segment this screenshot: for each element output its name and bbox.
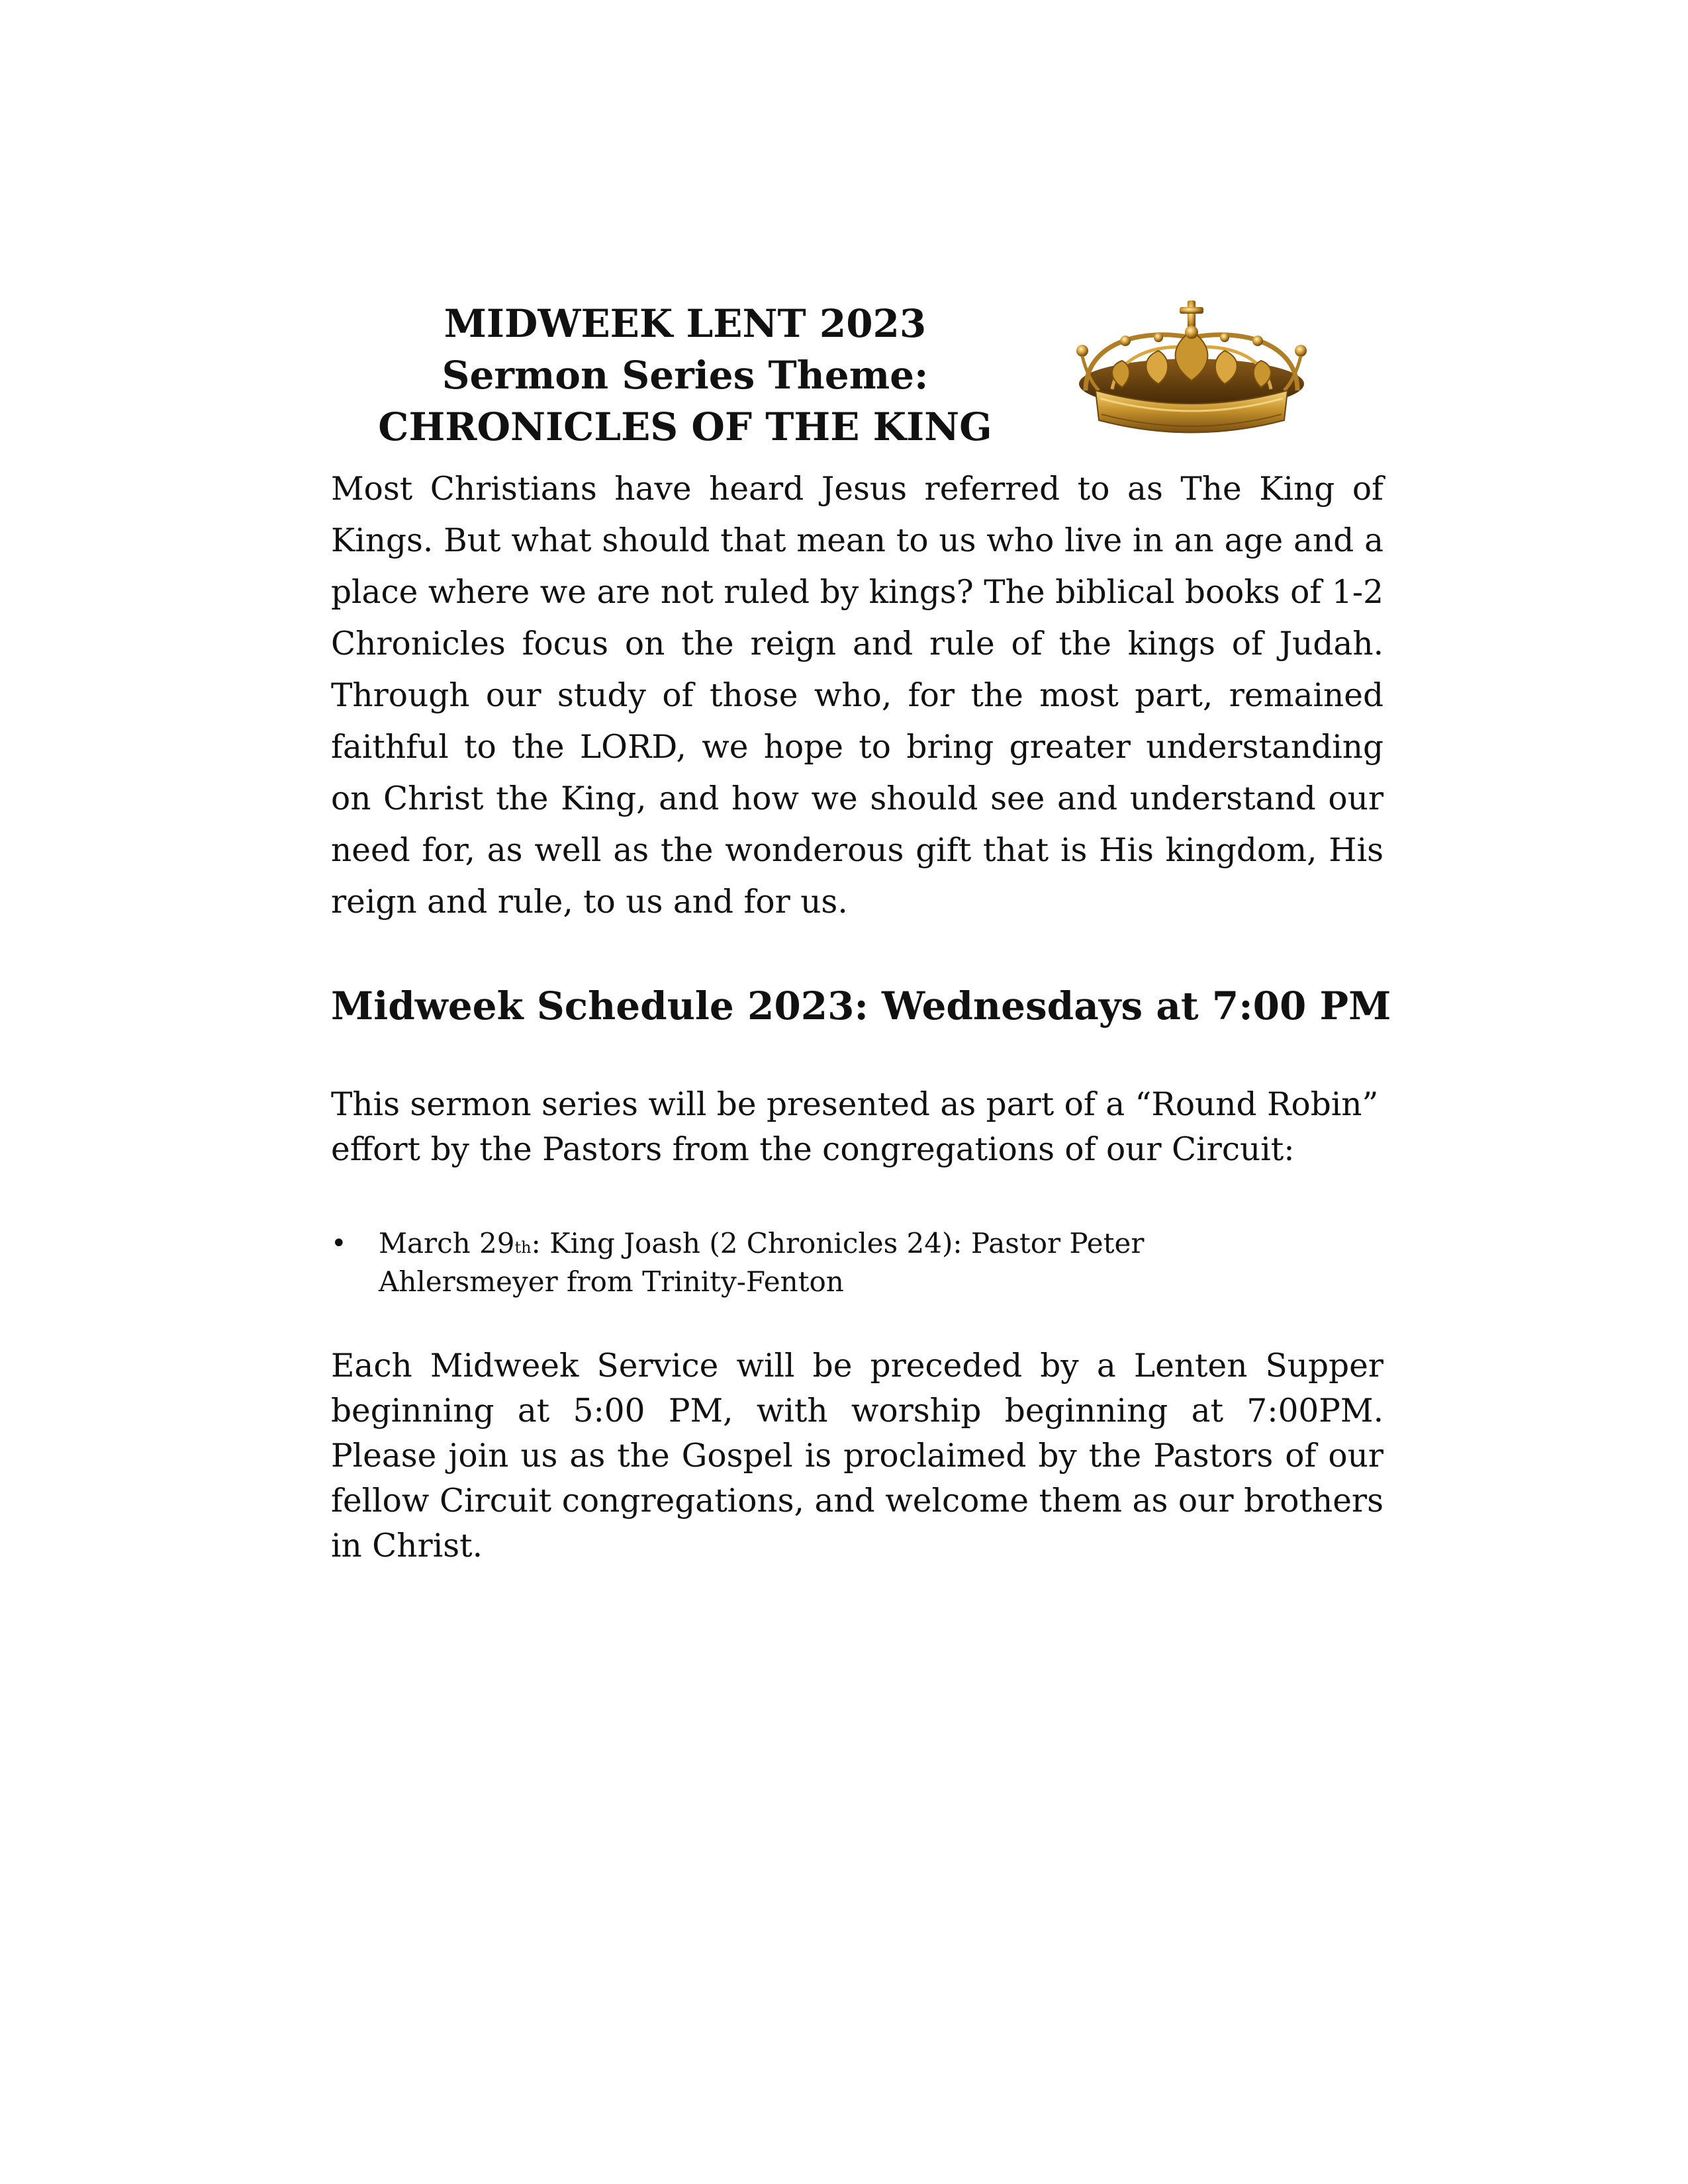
crown-icon bbox=[1059, 291, 1324, 440]
title-line-1: MIDWEEK LENT 2023 bbox=[444, 301, 927, 346]
schedule-heading: Midweek Schedule 2023: Wednesdays at 7:00 PM bbox=[331, 983, 1391, 1028]
title-line-2: Sermon Series Theme: bbox=[442, 353, 929, 398]
series-note: This sermon series will be presented as part of a “Round Robin” effort by the Pastors from the congregations of our Circuit: bbox=[331, 1086, 1379, 1168]
schedule-detail: : King Joash (2 Chronicles 24): Pastor Peter Ahlersmeyer from Trinity-Fenton bbox=[379, 1227, 1145, 1298]
schedule-list bbox=[331, 1224, 1383, 1301]
date-suffix: th bbox=[514, 1238, 532, 1257]
title-block bbox=[331, 298, 1039, 453]
schedule-date: March 29 bbox=[379, 1227, 515, 1259]
title-line-3: CHRONICLES OF THE KING bbox=[378, 404, 992, 449]
intro-paragraph: Most Christians have heard Jesus referred to as The King of Kings. But what should that mean to us who live in an age and a place where we are not ruled by kings? The biblical books of 1-2 Chronicles focus on the reign and rule of the kings of Judah. Through our study of those who, for the most part, remained faithful to the LORD, we hope to bring greater understanding on Christ the King, and how we should see and understand our need for, as well as the wonderous gift that is His kingdom, His reign and rule, to us and for us. bbox=[331, 471, 1383, 921]
closing-paragraph: Each Midweek Service will be preceded by a Lenten Supper beginning at 5:00 PM, with worship beginning at 7:00PM. Please join us as the Gospel is proclaimed by the Pastors of our fellow Circuit congregations, and welcome them as our brothers in Christ. bbox=[331, 1347, 1383, 1565]
bullet-icon: • bbox=[331, 1228, 347, 1259]
list-item bbox=[331, 1224, 1319, 1301]
